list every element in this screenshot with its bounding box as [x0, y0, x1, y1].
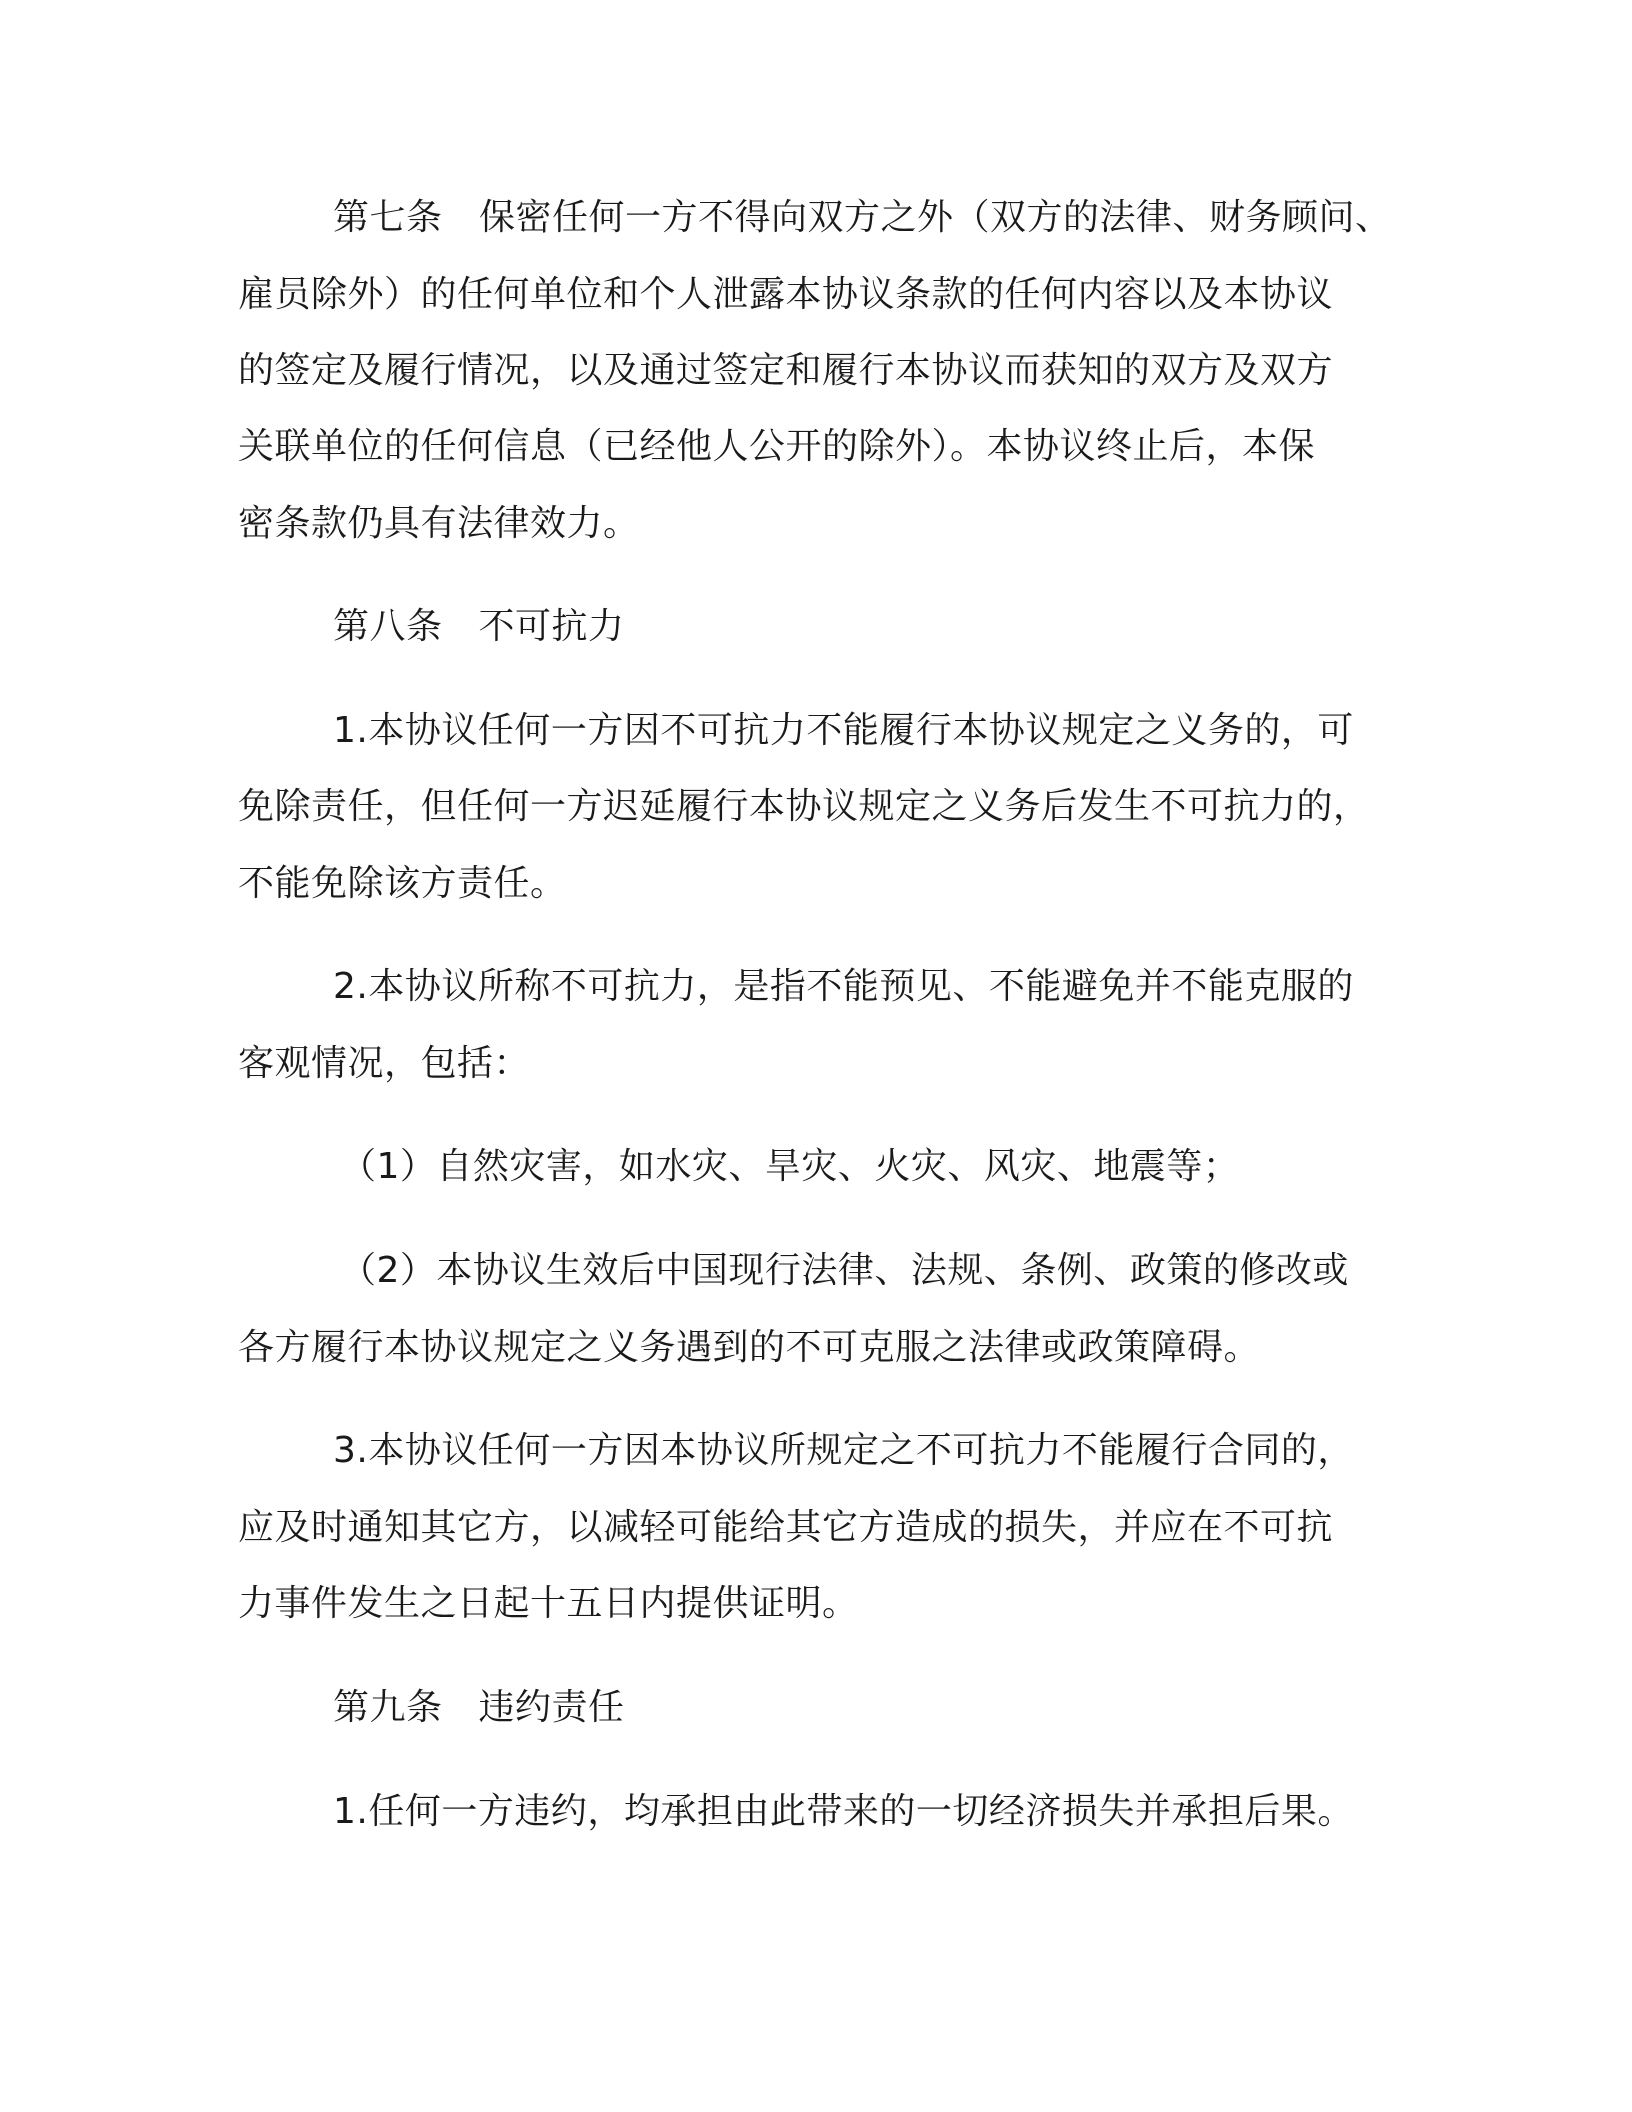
article8-para1-line-3: 不能免除该方责任。 — [238, 863, 567, 904]
article8-para2-line-2: 客观情况，包括： — [238, 1043, 531, 1084]
article9-number: 第九条 — [333, 1687, 443, 1728]
article8-para3-line-3: 力事件发生之日起十五日内提供证明。 — [238, 1583, 859, 1624]
article7-line-2: 雇员除外）的任何单位和个人泄露本协议条款的任何内容以及本协议 — [238, 274, 1334, 315]
article8-heading — [333, 604, 625, 650]
article9-title: 违约责任 — [478, 1687, 625, 1728]
article7-line-5: 密条款仍具有法律效力。 — [238, 503, 640, 544]
article8-item2-line-1: （2）本协议生效后中国现行法律、法规、条例、政策的修改或 — [340, 1250, 1349, 1291]
article9-para1: 1.任何一方违约，均承担由此带来的一切经济损失并承担后果。 — [333, 1791, 1354, 1832]
article8-item1: （1）自然灾害，如水灾、旱灾、火灾、风灾、地震等； — [340, 1146, 1240, 1187]
article7-line-3: 的签定及履行情况，以及通过签定和履行本协议而获知的双方及双方 — [238, 350, 1334, 391]
article8-para3-line-2: 应及时通知其它方，以减轻可能给其它方造成的损失，并应在不可抗 — [238, 1507, 1334, 1548]
article8-para1-line-2: 免除责任，但任何一方迟延履行本协议规定之义务后发生不可抗力的， — [238, 786, 1370, 827]
article9-heading — [333, 1685, 625, 1731]
article8-para3-line-1: 3.本协议任何一方因本协议所规定之不可抗力不能履行合同的， — [333, 1430, 1354, 1471]
article8-title: 不可抗力 — [478, 606, 625, 647]
article7-line-4: 关联单位的任何信息（已经他人公开的除外）。本协议终止后，本保 — [238, 426, 1316, 467]
article8-para1-line-1: 1.本协议任何一方因不可抗力不能履行本协议规定之义务的，可 — [333, 710, 1354, 751]
article8-number: 第八条 — [333, 606, 443, 647]
article8-para2-line-1: 2.本协议所称不可抗力，是指不能预见、不能避免并不能克服的 — [333, 966, 1354, 1007]
article7-line-1: 第七条 保密任何一方不得向双方之外（双方的法律、财务顾问、 — [333, 197, 1392, 238]
article8-item2-line-2: 各方履行本协议规定之义务遇到的不可克服之法律或政策障碍。 — [238, 1327, 1261, 1368]
